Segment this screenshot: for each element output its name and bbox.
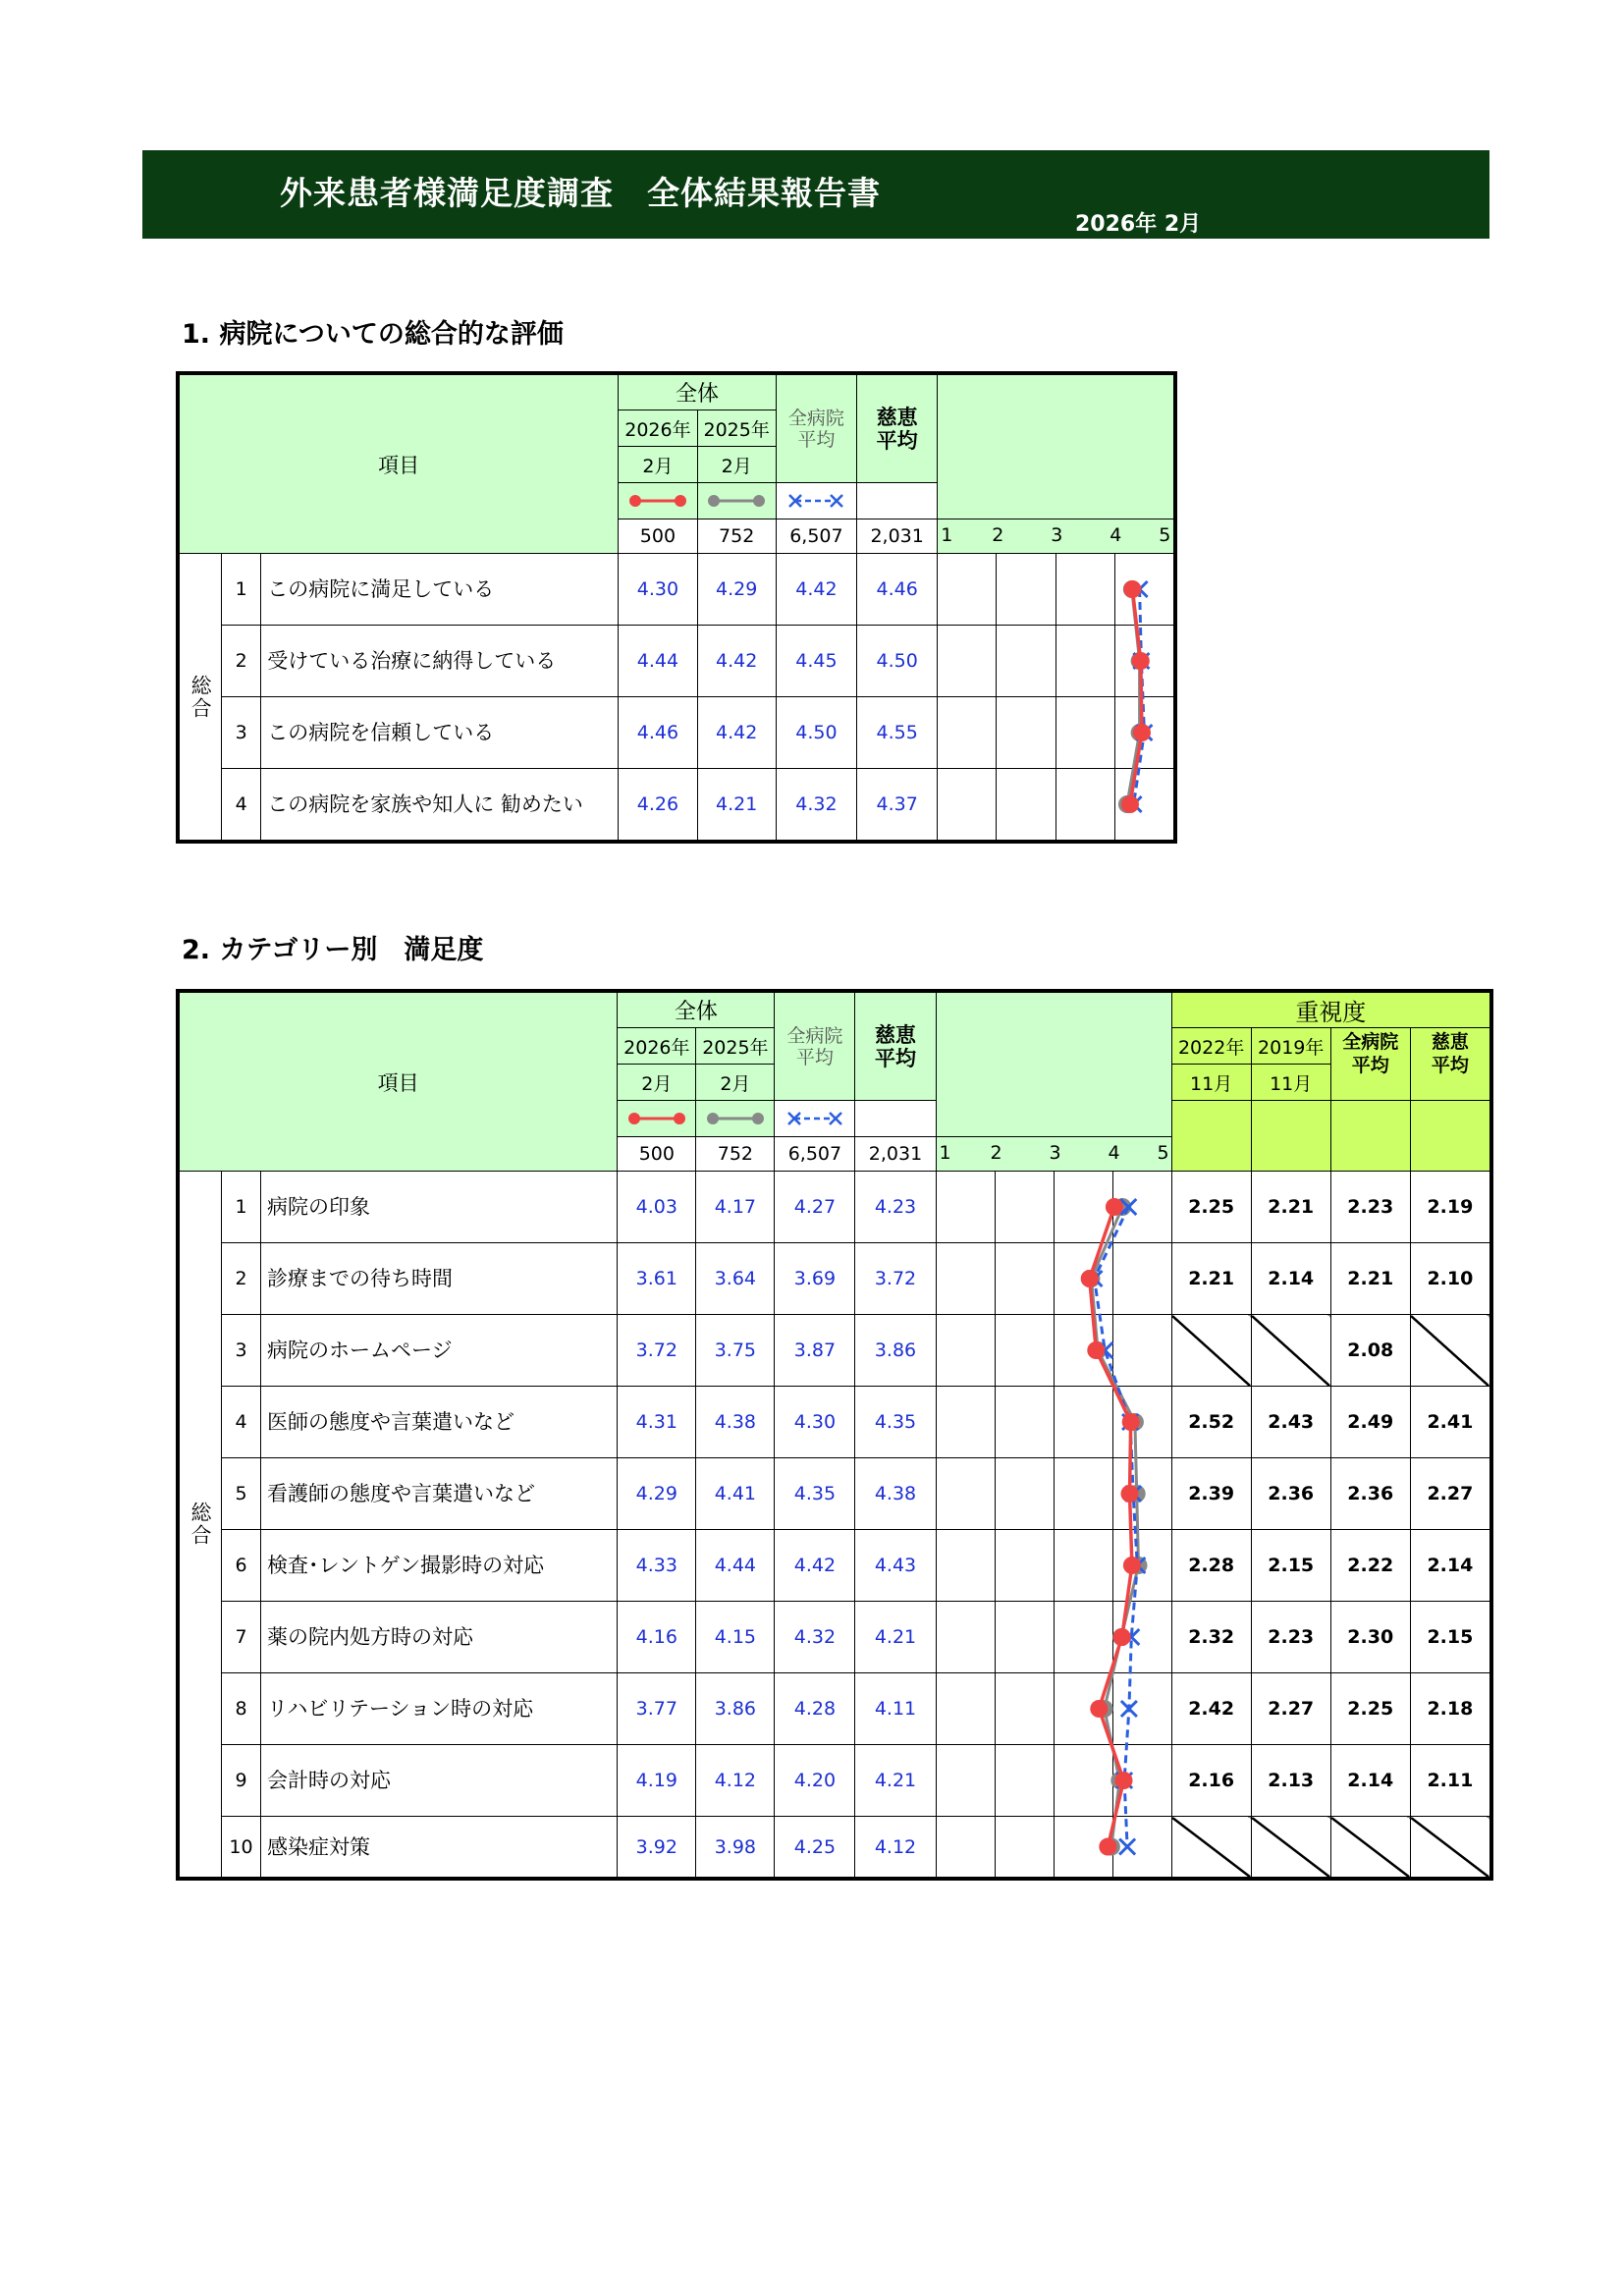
chart-grid-cell: [1054, 1817, 1112, 1878]
value-jikei: 3.86: [855, 1315, 936, 1387]
row-label: 看護師の態度や言葉遣いなど: [261, 1458, 618, 1530]
chart-grid-cell: [1054, 1387, 1112, 1458]
table-row: [180, 1673, 1490, 1745]
count-2025: 752: [696, 1137, 775, 1172]
value-2026: 3.92: [618, 1817, 696, 1878]
chart-grid-cell: [1112, 1817, 1171, 1878]
chart-grid-cell: [936, 1745, 995, 1817]
imp-year-2019: 2019年: [1251, 1028, 1330, 1065]
count-2026: 500: [619, 519, 697, 554]
scale-tick: 4: [1110, 524, 1122, 546]
year-2025: 2025年: [696, 1028, 775, 1065]
chart-grid-cell: [1114, 554, 1173, 626]
scale-tick: 2: [992, 524, 1004, 546]
chart-grid-cell: [995, 1315, 1054, 1387]
count-all: 6,507: [775, 1137, 855, 1172]
value-2026: 3.72: [618, 1315, 696, 1387]
value-jikei: 4.12: [855, 1817, 936, 1878]
importance-na-cell: [1171, 1315, 1251, 1387]
row-number: 7: [222, 1602, 261, 1673]
row-number: 6: [222, 1530, 261, 1602]
value-all-hospitals: 4.30: [775, 1387, 855, 1458]
value-2025: 4.41: [696, 1458, 775, 1530]
chart-grid-cell: [1054, 1243, 1112, 1315]
row-number: 5: [222, 1458, 261, 1530]
importance-ijikei: 2.15: [1410, 1602, 1489, 1673]
importance-na-cell: [1410, 1817, 1489, 1878]
chart-grid-cell: [1112, 1458, 1171, 1530]
importance-iall: 2.49: [1330, 1387, 1410, 1458]
scale-tick: 3: [1051, 524, 1063, 546]
row-label: リハビリテーション時の対応: [261, 1673, 618, 1745]
value-jikei: 4.46: [857, 554, 938, 626]
importance-i2022: 2.21: [1171, 1243, 1251, 1315]
group-label: 総合: [180, 554, 222, 841]
chart-grid-cell: [1112, 1673, 1171, 1745]
table-row: [180, 1458, 1490, 1530]
value-2025: 4.44: [696, 1530, 775, 1602]
value-jikei: 4.21: [855, 1745, 936, 1817]
chart-grid-cell: [1112, 1172, 1171, 1243]
row-label: 病院の印象: [261, 1172, 618, 1243]
value-all-hospitals: 3.69: [775, 1243, 855, 1315]
value-2026: 4.31: [618, 1387, 696, 1458]
importance-iall: 2.25: [1330, 1673, 1410, 1745]
row-label: 検査･レントゲン撮影時の対応: [261, 1530, 618, 1602]
value-2026: 3.77: [618, 1673, 696, 1745]
row-number: 10: [222, 1817, 261, 1878]
importance-i2019: 2.13: [1251, 1745, 1330, 1817]
chart-grid-cell: [995, 1458, 1054, 1530]
value-all-hospitals: 4.27: [775, 1172, 855, 1243]
table-row: [180, 697, 1174, 769]
overall-header: 全体: [619, 375, 776, 410]
value-2025: 4.17: [696, 1172, 775, 1243]
importance-na-cell: [1410, 1315, 1489, 1387]
chart-grid-cell: [936, 1673, 995, 1745]
legend-2025-line: [697, 483, 776, 519]
chart-grid-cell: [1056, 626, 1114, 697]
chart-grid-cell: [938, 697, 997, 769]
chart-grid-cell: [995, 1172, 1054, 1243]
value-2025: 4.42: [697, 626, 776, 697]
count-jikei: 2,031: [855, 1137, 936, 1172]
chart-grid-cell: [1114, 697, 1173, 769]
section2-heading: 2. カテゴリー別 満足度: [182, 935, 484, 965]
value-jikei: 4.37: [857, 769, 938, 841]
chart-grid-cell: [1054, 1745, 1112, 1817]
value-jikei: 4.11: [855, 1673, 936, 1745]
importance-iall: 2.22: [1330, 1530, 1410, 1602]
importance-i2019: 2.15: [1251, 1530, 1330, 1602]
value-2025: 4.12: [696, 1745, 775, 1817]
value-jikei: 4.23: [855, 1172, 936, 1243]
chart-grid-cell: [938, 626, 997, 697]
scale-tick: 2: [990, 1142, 1002, 1164]
table-row: [180, 1817, 1490, 1878]
value-all-hospitals: 3.87: [775, 1315, 855, 1387]
table-row: [180, 554, 1174, 626]
row-number: 2: [222, 1243, 261, 1315]
importance-iall: 2.21: [1330, 1243, 1410, 1315]
row-label: 医師の態度や言葉遣いなど: [261, 1387, 618, 1458]
value-all-hospitals: 4.25: [775, 1817, 855, 1878]
month-2025: 2月: [697, 447, 776, 483]
value-all-hospitals: 4.28: [775, 1673, 855, 1745]
importance-i2022: 2.28: [1171, 1530, 1251, 1602]
all-hospitals-header: 全病院 平均: [775, 993, 855, 1101]
value-all-hospitals: 4.45: [776, 626, 856, 697]
value-2025: 4.42: [697, 697, 776, 769]
chart-grid-cell: [1112, 1243, 1171, 1315]
importance-i2022: 2.32: [1171, 1602, 1251, 1673]
imp-blank: [1251, 1101, 1330, 1172]
importance-na-cell: [1251, 1817, 1330, 1878]
scale-tick: 5: [1157, 1142, 1169, 1164]
chart-header: [936, 993, 1171, 1137]
table-row: [180, 1602, 1490, 1673]
count-jikei: 2,031: [857, 519, 938, 554]
importance-i2019: 2.21: [1251, 1172, 1330, 1243]
importance-iall: 2.23: [1330, 1172, 1410, 1243]
value-all-hospitals: 4.32: [776, 769, 856, 841]
row-label: 診療までの待ち時間: [261, 1243, 618, 1315]
value-all-hospitals: 4.35: [775, 1458, 855, 1530]
scale-axis: [938, 519, 1174, 554]
row-number: 9: [222, 1745, 261, 1817]
value-2026: 4.26: [619, 769, 697, 841]
row-label: 感染症対策: [261, 1817, 618, 1878]
month-2025: 2月: [696, 1065, 775, 1101]
table-row: [180, 1315, 1490, 1387]
chart-header: [938, 375, 1174, 519]
imp-blank: [1171, 1101, 1251, 1172]
chart-grid-cell: [1112, 1530, 1171, 1602]
value-2026: 4.46: [619, 697, 697, 769]
chart-grid-cell: [936, 1387, 995, 1458]
row-label: 病院のホームページ: [261, 1315, 618, 1387]
chart-grid-cell: [997, 697, 1056, 769]
chart-grid-cell: [936, 1530, 995, 1602]
scale-tick: 5: [1159, 524, 1171, 546]
value-all-hospitals: 4.42: [775, 1530, 855, 1602]
report-title: 外来患者様満足度調査 全体結果報告書: [280, 174, 881, 212]
value-2026: 4.30: [619, 554, 697, 626]
row-number: 3: [222, 697, 261, 769]
row-label: この病院を信頼している: [261, 697, 619, 769]
value-2025: 4.29: [697, 554, 776, 626]
legend-all-hospitals-line: [776, 483, 856, 519]
value-jikei: 4.55: [857, 697, 938, 769]
value-jikei: 4.38: [855, 1458, 936, 1530]
scale-tick: 4: [1108, 1142, 1120, 1164]
importance-ijikei: 2.18: [1410, 1673, 1489, 1745]
importance-i2022: 2.39: [1171, 1458, 1251, 1530]
imp-blank: [1330, 1101, 1410, 1172]
jikei-header: 慈恵 平均: [857, 375, 938, 483]
value-jikei: 4.50: [857, 626, 938, 697]
scale-tick: 3: [1049, 1142, 1061, 1164]
importance-iall: 2.08: [1330, 1315, 1410, 1387]
legend-2026-line: [618, 1101, 696, 1137]
table-row: [180, 1745, 1490, 1817]
importance-i2022: 2.52: [1171, 1387, 1251, 1458]
value-2025: 4.38: [696, 1387, 775, 1458]
value-all-hospitals: 4.42: [776, 554, 856, 626]
row-label: この病院を家族や知人に 勧めたい: [261, 769, 619, 841]
group-label: 総合: [180, 1172, 222, 1878]
value-2026: 4.29: [618, 1458, 696, 1530]
chart-grid-cell: [995, 1243, 1054, 1315]
chart-grid-cell: [1112, 1745, 1171, 1817]
value-2026: 4.03: [618, 1172, 696, 1243]
value-jikei: 3.72: [855, 1243, 936, 1315]
chart-grid-cell: [1114, 769, 1173, 841]
value-2026: 4.44: [619, 626, 697, 697]
imp-blank: [1410, 1101, 1489, 1172]
imp-month-2022: 11月: [1171, 1065, 1251, 1101]
importance-na-cell: [1251, 1315, 1330, 1387]
table-row: [180, 1387, 1490, 1458]
importance-i2019: 2.27: [1251, 1673, 1330, 1745]
value-jikei: 4.35: [855, 1387, 936, 1458]
imp-all-hospitals: 全病院 平均: [1330, 1028, 1410, 1101]
chart-grid-cell: [1112, 1602, 1171, 1673]
chart-grid-cell: [936, 1458, 995, 1530]
legend-2025-line: [696, 1101, 775, 1137]
chart-grid-cell: [997, 626, 1056, 697]
importance-i2019: 2.14: [1251, 1243, 1330, 1315]
scale-axis: [936, 1137, 1171, 1172]
value-all-hospitals: 4.50: [776, 697, 856, 769]
chart-grid-cell: [936, 1172, 995, 1243]
importance-ijikei: 2.27: [1410, 1458, 1489, 1530]
value-2026: 4.19: [618, 1745, 696, 1817]
value-2025: 3.86: [696, 1673, 775, 1745]
legend-jikei-empty: [855, 1101, 936, 1137]
table-row: [180, 1243, 1490, 1315]
chart-grid-cell: [1054, 1458, 1112, 1530]
legend-all-hospitals-line: [775, 1101, 855, 1137]
imp-year-2022: 2022年: [1171, 1028, 1251, 1065]
row-number: 8: [222, 1673, 261, 1745]
table-row: [180, 626, 1174, 697]
jikei-header: 慈恵 平均: [855, 993, 936, 1101]
section1-heading: 1. 病院についての総合的な評価: [182, 319, 564, 350]
item-header: 項目: [180, 993, 618, 1172]
importance-iall: 2.30: [1330, 1602, 1410, 1673]
row-label: 会計時の対応: [261, 1745, 618, 1817]
chart-grid-cell: [938, 554, 997, 626]
chart-grid-cell: [936, 1602, 995, 1673]
chart-grid-cell: [1056, 769, 1114, 841]
row-number: 3: [222, 1315, 261, 1387]
importance-header: 重視度: [1171, 993, 1489, 1028]
all-hospitals-header: 全病院 平均: [776, 375, 856, 483]
chart-grid-cell: [995, 1817, 1054, 1878]
imp-month-2019: 11月: [1251, 1065, 1330, 1101]
table-row: [180, 1530, 1490, 1602]
chart-grid-cell: [936, 1817, 995, 1878]
year-2026: 2026年: [619, 410, 697, 447]
chart-grid-cell: [995, 1387, 1054, 1458]
importance-ijikei: 2.10: [1410, 1243, 1489, 1315]
chart-grid-cell: [997, 769, 1056, 841]
importance-na-cell: [1171, 1817, 1251, 1878]
value-2025: 4.21: [697, 769, 776, 841]
table-row: [180, 1172, 1490, 1243]
row-label: この病院に満足している: [261, 554, 619, 626]
importance-iall: 2.36: [1330, 1458, 1410, 1530]
year-2026: 2026年: [618, 1028, 696, 1065]
scale-tick: 1: [941, 524, 953, 546]
importance-ijikei: 2.11: [1410, 1745, 1489, 1817]
category-satisfaction-table: [179, 992, 1490, 1878]
importance-ijikei: 2.14: [1410, 1530, 1489, 1602]
chart-grid-cell: [936, 1315, 995, 1387]
legend-2026-line: [619, 483, 697, 519]
table-row: [180, 769, 1174, 841]
count-2025: 752: [697, 519, 776, 554]
report-date: 2026年 2月: [1075, 212, 1202, 237]
legend-jikei-empty: [857, 483, 938, 519]
overall-header: 全体: [618, 993, 775, 1028]
month-2026: 2月: [619, 447, 697, 483]
row-number: 1: [222, 1172, 261, 1243]
row-label: 薬の院内処方時の対応: [261, 1602, 618, 1673]
chart-grid-cell: [936, 1243, 995, 1315]
report-header: [142, 150, 1489, 239]
value-2025: 3.64: [696, 1243, 775, 1315]
value-2026: 3.61: [618, 1243, 696, 1315]
item-header: 項目: [180, 375, 619, 554]
importance-ijikei: 2.19: [1410, 1172, 1489, 1243]
chart-grid-cell: [1112, 1315, 1171, 1387]
value-all-hospitals: 4.32: [775, 1602, 855, 1673]
importance-i2022: 2.16: [1171, 1745, 1251, 1817]
value-2026: 4.16: [618, 1602, 696, 1673]
importance-na-cell: [1330, 1817, 1410, 1878]
importance-ijikei: 2.41: [1410, 1387, 1489, 1458]
year-2025: 2025年: [697, 410, 776, 447]
chart-grid-cell: [1054, 1530, 1112, 1602]
value-2025: 3.98: [696, 1817, 775, 1878]
value-2025: 4.15: [696, 1602, 775, 1673]
row-number: 4: [222, 769, 261, 841]
chart-grid-cell: [938, 769, 997, 841]
chart-grid-cell: [1054, 1602, 1112, 1673]
value-2026: 4.33: [618, 1530, 696, 1602]
chart-grid-cell: [1114, 626, 1173, 697]
importance-i2019: 2.43: [1251, 1387, 1330, 1458]
chart-grid-cell: [1054, 1172, 1112, 1243]
chart-grid-cell: [1054, 1315, 1112, 1387]
importance-i2022: 2.25: [1171, 1172, 1251, 1243]
chart-grid-cell: [1056, 697, 1114, 769]
value-jikei: 4.43: [855, 1530, 936, 1602]
chart-grid-cell: [995, 1530, 1054, 1602]
chart-grid-cell: [995, 1602, 1054, 1673]
scale-tick: 1: [939, 1142, 951, 1164]
count-2026: 500: [618, 1137, 696, 1172]
chart-grid-cell: [995, 1673, 1054, 1745]
importance-i2019: 2.23: [1251, 1602, 1330, 1673]
value-2025: 3.75: [696, 1315, 775, 1387]
row-number: 1: [222, 554, 261, 626]
overall-evaluation-table: [179, 374, 1174, 841]
month-2026: 2月: [618, 1065, 696, 1101]
value-all-hospitals: 4.20: [775, 1745, 855, 1817]
value-jikei: 4.21: [855, 1602, 936, 1673]
chart-grid-cell: [1112, 1387, 1171, 1458]
row-label: 受けている治療に納得している: [261, 626, 619, 697]
chart-grid-cell: [1054, 1673, 1112, 1745]
row-number: 2: [222, 626, 261, 697]
chart-grid-cell: [997, 554, 1056, 626]
importance-iall: 2.14: [1330, 1745, 1410, 1817]
importance-i2022: 2.42: [1171, 1673, 1251, 1745]
chart-grid-cell: [1056, 554, 1114, 626]
importance-i2019: 2.36: [1251, 1458, 1330, 1530]
count-all: 6,507: [776, 519, 856, 554]
chart-grid-cell: [995, 1745, 1054, 1817]
imp-jikei: 慈恵 平均: [1410, 1028, 1489, 1101]
row-number: 4: [222, 1387, 261, 1458]
